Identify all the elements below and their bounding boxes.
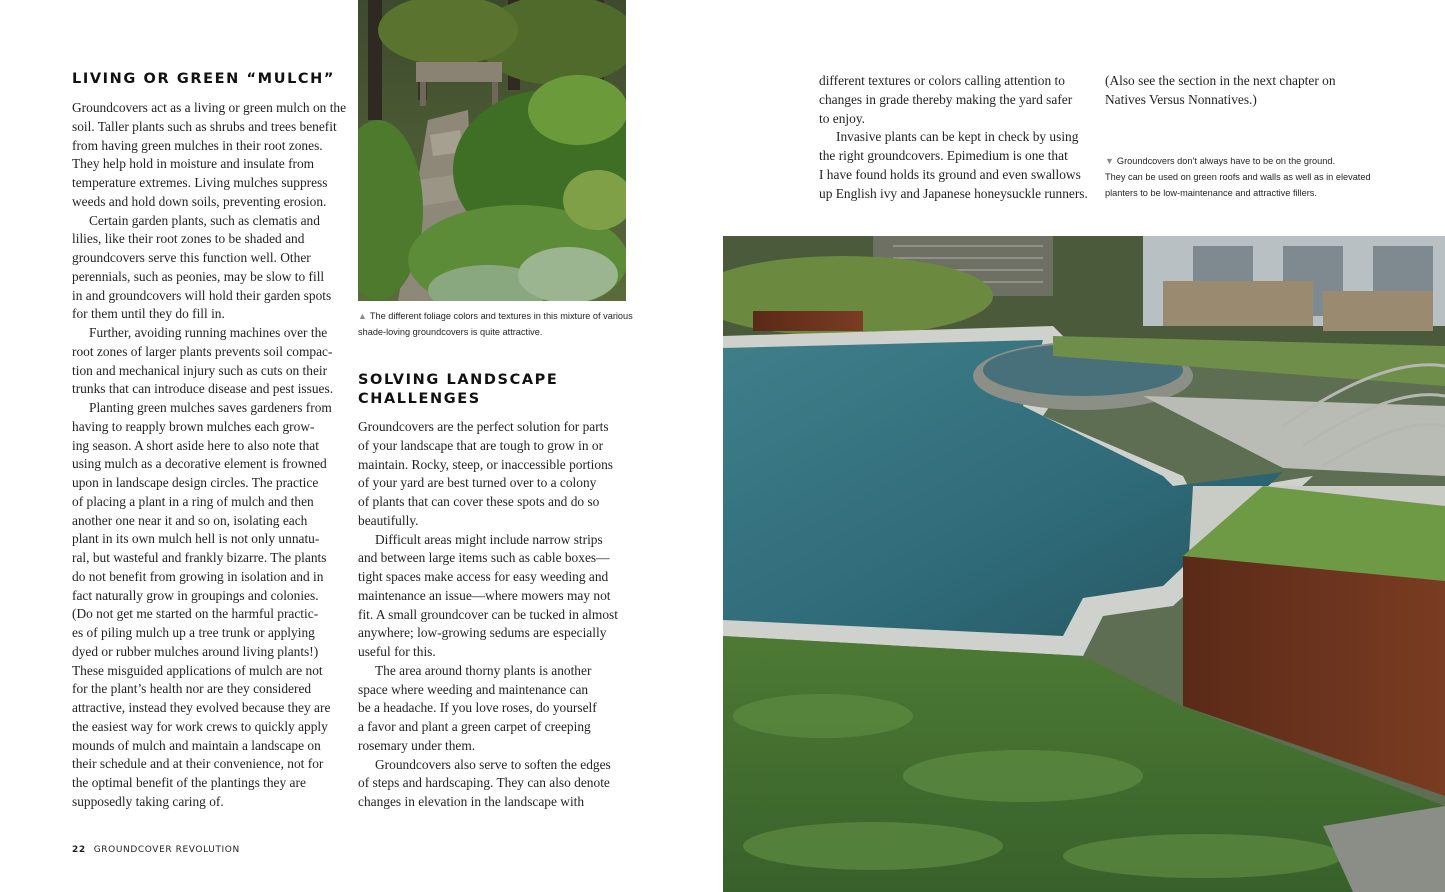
text-line: temperature extremes. Living mulches suppress (72, 175, 328, 190)
photo-caption-foliage (358, 308, 633, 340)
text-line: useful for this. (358, 644, 436, 659)
section-heading-solving-challenges (358, 371, 558, 409)
text-line: These misguided applications of mulch are not (72, 662, 323, 678)
text-line: and between large items such as cable boxes— (358, 550, 610, 566)
body-paragraph (72, 324, 344, 399)
text-line: of your landscape that are tough to grow in or (358, 437, 604, 453)
text-line: tight spaces make access for easy weeding and (358, 569, 609, 584)
text-line: root zones of larger plants prevents soil compac- (72, 343, 333, 359)
body-paragraph (72, 99, 347, 212)
triangle-down-icon: ▼ (1105, 156, 1114, 166)
text-line: Planting green mulches saves gardeners from (89, 400, 332, 415)
woodland-path-illustration (358, 0, 626, 301)
text-line: perennials, such as peonies, may be slow to fill (72, 268, 325, 284)
text-line: mounds of mulch and maintain a landscape on (72, 737, 321, 753)
body-paragraph (358, 756, 630, 812)
text-line: (Also see the section in the next chapter on (1105, 73, 1336, 88)
body-paragraph (819, 72, 1091, 128)
text-line: for the plant’s health nor are they considered (72, 681, 312, 697)
triangle-up-icon: ▲ (358, 311, 367, 321)
body-column-left-1 (72, 99, 347, 812)
text-line: They help hold in moisture and insulate from (72, 156, 315, 172)
text-line: Groundcovers act as a living or green mulch on the (72, 100, 347, 115)
pool-planters-illustration (723, 236, 1445, 892)
body-paragraph (358, 531, 630, 662)
text-line: in and groundcovers will hold their garden spots (72, 287, 332, 303)
text-line: of placing a plant in a ring of mulch and then (72, 493, 314, 509)
text-line: Invasive plants can be kept in check by using (836, 129, 1079, 145)
text-line: their schedule and at their convenience, not for (72, 756, 324, 772)
text-line: rosemary under them. (358, 737, 476, 753)
text-line: of your yard are best turned over to a colony (358, 475, 597, 491)
caption-line: shade-loving groundcovers is quite attractive. (358, 327, 543, 337)
text-line: ing season. A short aside here to also note that (72, 437, 319, 453)
text-line: weeds and hold down soils, preventing erosion. (72, 193, 327, 209)
text-line: having to reapply brown mulches each grow- (72, 418, 315, 434)
text-line: I have found holds its ground and even swallows (819, 166, 1081, 182)
body-paragraph (72, 212, 344, 325)
text-line: a favor and plant a green carpet of creeping (358, 719, 591, 734)
body-paragraph (1105, 72, 1377, 110)
text-line: trunks that can introduce disease and pest issues. (72, 381, 334, 397)
text-line: space where weeding and maintenance can (358, 681, 589, 697)
text-line: changes in elevation in the landscape with (358, 794, 585, 809)
text-line: from having green mulches in their root zones. (72, 137, 323, 153)
body-column-right-1 (819, 72, 1091, 203)
text-line: (Do not get me started on the harmful practic- (72, 606, 319, 622)
body-paragraph (72, 399, 344, 812)
text-line: of steps and hardscaping. They can also denote (358, 775, 610, 791)
text-line: another one near it and so on, isolating each (72, 512, 308, 528)
text-line: the optimal benefit of the plantings they are (72, 775, 306, 790)
text-line: changes in grade thereby making the yard safer (819, 91, 1073, 107)
text-line: supposedly taking caring of. (72, 793, 224, 809)
text-line: for them until they do fill in. (72, 306, 225, 322)
text-line: anywhere; low-growing sedums are especially (358, 625, 607, 641)
text-line: plant in its own mulch hell is not only unnatu- (72, 531, 320, 547)
text-line: the right groundcovers. Epimedium is one that (819, 148, 1068, 163)
pool-planters-photo (723, 236, 1445, 892)
text-line: lilies, like their root zones to be shaded and (72, 231, 305, 247)
text-line: be a headache. If you love roses, do yourself (358, 700, 597, 716)
text-line: upon in landscape design circles. The practice (72, 475, 319, 490)
text-line: Further, avoiding running machines over the (89, 325, 328, 340)
text-line: dyed or rubber mulches around living plants!) (72, 643, 319, 659)
text-line: to enjoy. (819, 110, 865, 126)
text-line: do not benefit from growing in isolation and in (72, 568, 324, 584)
text-line: fact naturally grow in groupings and colonies. (72, 587, 319, 603)
text-line: maintain. Rocky, steep, or inaccessible portions (358, 456, 613, 472)
text-line: fit. A small groundcover can be tucked in almost (358, 606, 618, 622)
page-footer (72, 845, 240, 855)
text-line: Groundcovers are the perfect solution for parts (358, 419, 609, 434)
text-line: tion and mechanical injury such as cuts on their (72, 362, 328, 378)
text-line: Natives Versus Nonnatives.) (1105, 91, 1257, 107)
heading-line: SOLVING LANDSCAPE (358, 372, 559, 388)
woodland-path-photo (358, 0, 626, 301)
caption-line: planters to be low-maintenance and attractive fillers. (1105, 188, 1317, 198)
text-line: The area around thorny plants is another (375, 662, 592, 678)
caption-line: The different foliage colors and textures in this mixture of various (369, 311, 633, 321)
body-column-left-2 (358, 418, 630, 812)
text-line: groundcovers serve this function well. Other (72, 250, 311, 265)
caption-line: Groundcovers don’t always have to be on the ground. (1116, 156, 1336, 166)
text-line: es of piling mulch up a tree trunk or applying (72, 625, 315, 640)
text-line: using mulch as a decorative element is frowned (72, 456, 327, 472)
body-paragraph (819, 128, 1091, 203)
text-line: beautifully. (358, 512, 419, 528)
heading-line: CHALLENGES (358, 391, 481, 407)
text-line: Difficult areas might include narrow strips (375, 531, 603, 547)
page-number: 22 (72, 845, 86, 855)
text-line: attractive, instead they evolved because they are (72, 700, 331, 715)
body-paragraph (358, 418, 630, 531)
text-line: Groundcovers also serve to soften the edges (375, 756, 611, 772)
running-title: GROUNDCOVER REVOLUTION (93, 845, 240, 855)
text-line: soil. Taller plants such as shrubs and trees benefit (72, 118, 337, 134)
text-line: ral, but wasteful and frankly bizarre. The plants (72, 550, 327, 565)
text-line: different textures or colors calling attention to (819, 73, 1065, 88)
photo-caption-planters (1105, 153, 1405, 201)
body-paragraph (358, 662, 630, 756)
caption-line: They can be used on green roofs and walls as well as in elevated (1105, 172, 1371, 182)
text-line: the easiest way for work crews to quickly apply (72, 718, 328, 734)
body-column-right-2 (1105, 72, 1377, 110)
text-line: of plants that can cover these spots and do so (358, 494, 600, 509)
section-heading-living-mulch: LIVING OR GREEN “MULCH” (72, 71, 336, 87)
text-line: up English ivy and Japanese honeysuckle runners. (819, 185, 1088, 201)
text-line: Certain garden plants, such as clematis and (89, 212, 320, 228)
text-line: maintenance an issue—where mowers may not (358, 587, 611, 603)
